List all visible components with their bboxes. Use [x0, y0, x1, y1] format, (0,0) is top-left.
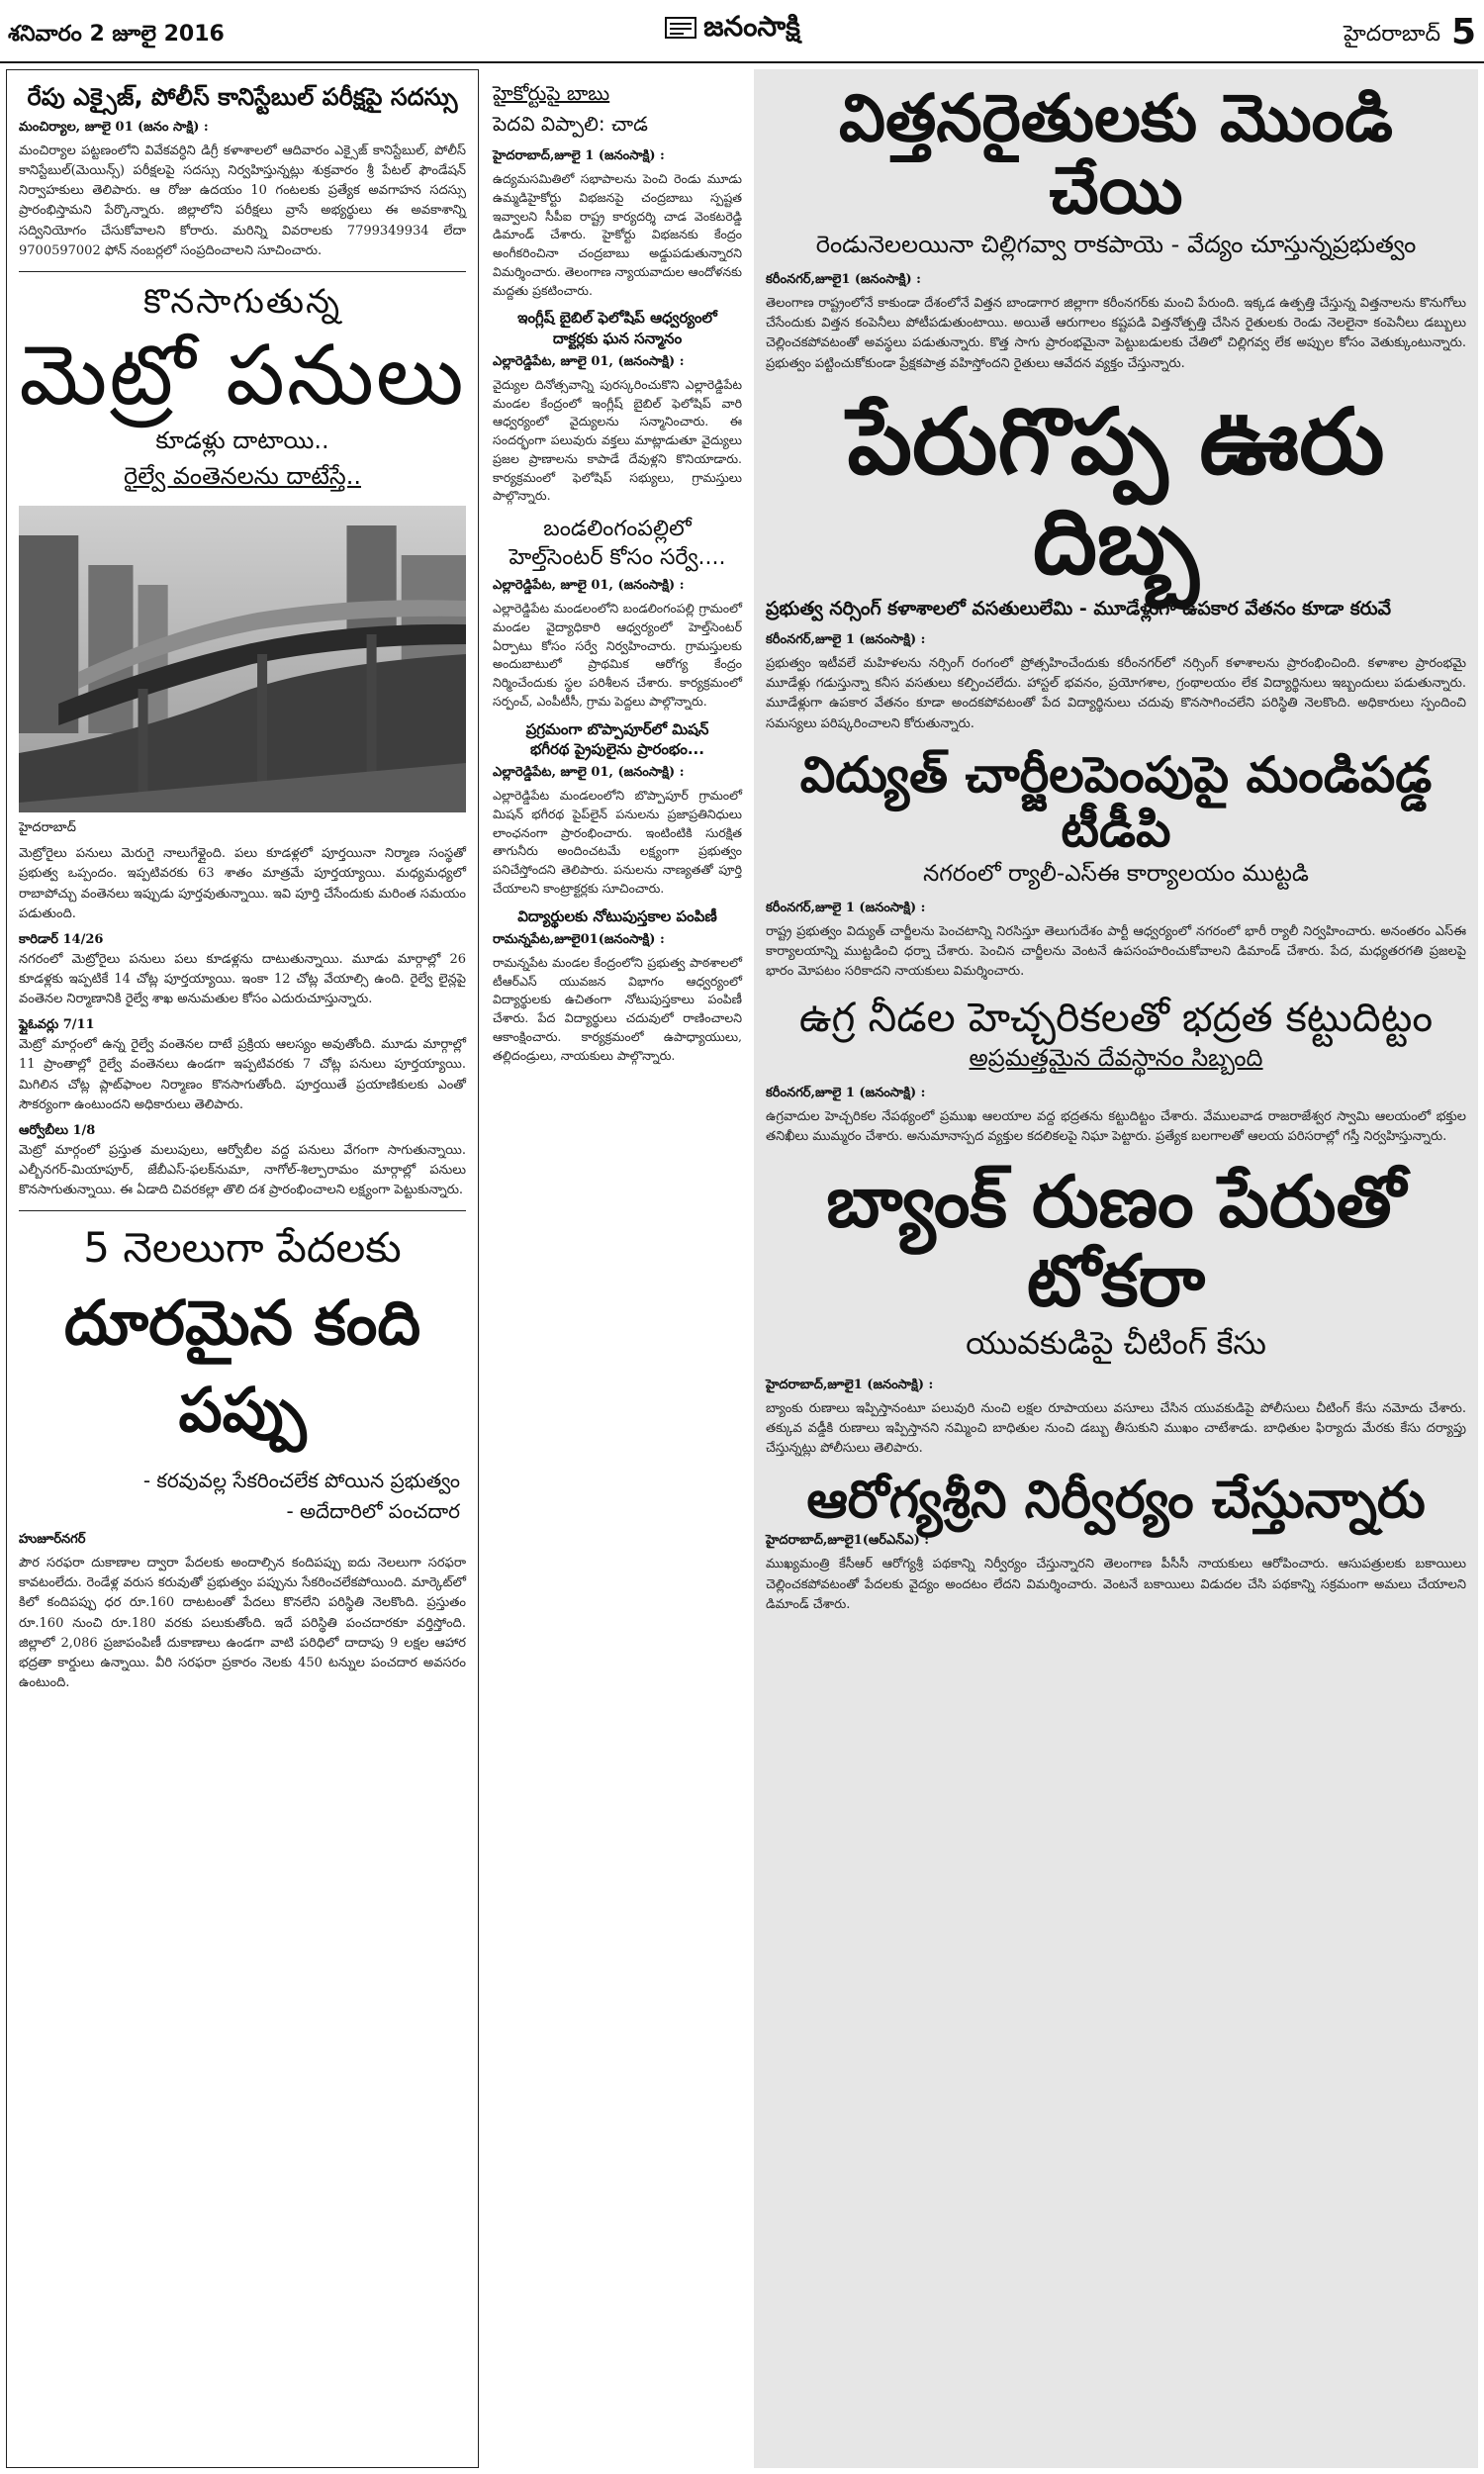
metro-subhead-2: ఫ్లైఓవర్లు 7/11	[19, 1017, 95, 1033]
issue-date: శనివారం 2 జూలై 2016	[8, 22, 225, 47]
masthead	[633, 10, 831, 49]
highcourt-body: ఉద్యమసమితిలో సభాపాలను పెంచి రెండు మూడు ఉమ్మడిహైకోర్టు విభజనపై చంద్రబాబు స్పష్టత ఇవ్వాలని సీపీఐ రాష్ట్ర కార్యదర్శి చాడ వెంకటరెడ్డి డిమాండ్‌ చేశారు. హైకోర్టు విభజనకు కేంద్రం అంగీకరించినా చంద్రబాబు అడ్డుపడుతున్నారని విమర్శించారు. తెలంగాణ న్యాయవాదుల ఆందోళనకు మద్దతు ప్రకటించారు.	[493, 171, 742, 298]
mission-bhagiratha-dateline: ఎల్లారెడ్డిపేట, జూలై 01, (జనంసాక్షి) :	[493, 765, 685, 781]
metro-rail-photo	[19, 506, 466, 812]
metro-subhead-3: ఆర్వోబీలు 1/8	[19, 1122, 96, 1138]
tdp-power-tariff-subhead: నగరంలో ర్యాలీ-ఎస్‌ఈ కార్యాలయం ముట్టడి	[923, 860, 1309, 887]
metro-caption: హైదరాబాద్‌	[19, 820, 76, 836]
dal-headline-line-1: 5 నెలలుగా పేదలకు	[83, 1223, 402, 1273]
metro-deck-1: కూడళ్లు దాటాయి..	[155, 427, 329, 455]
exam-seminar-body: మంచిర్యాల పట్టణంలోని వివేకవర్ధిని డిగ్రీ కళాశాలలో ఆదివారం ఎక్సైజ్‌ కానిస్టేబుల్‌, పోలీస్‌ కానిస్టేబుల్‌(మెయిన్స్‌) పరీక్షలపై సదస్సు నిర్వహిస్తున్నట్లు శుక్రవారం శ్రీ పేటల్‌ ఫౌండేషన్‌ నిర్వాహకులు తెలిపారు. ఆ రోజు ఉదయం 10 గంటలకు ప్రత్యేక అవగాహన సదస్సు ప్రారంభిస్తామని పేర్కొన్నారు. జిల్లాలోని పరీక్షలు వ్రాసే అభ్యర్థులు ఈ అవకాశాన్ని సద్వినియోగం చేసుకోవాలని కోరారు. మరిన్ని వివరాలకు 7799349934 లేదా 9700597002 ఫోన్‌ నంబర్లలో సంప్రదించాలని సూచించారు.	[19, 143, 466, 258]
metro-kicker: కొనసాగుతున్న	[142, 281, 342, 322]
edition-city: హైదరాబాద్	[1344, 22, 1440, 47]
highcourt-dateline: హైదరాబాద్‌,జూలై 1 (జనంసాక్షి) :	[493, 148, 665, 163]
security-alert-subhead: అప్రమత్తమైన దేవస్థానం సిబ్బంది	[969, 1044, 1263, 1073]
highcourt-headline-line-2: పెదవి విప్పాలి: చాడ	[493, 112, 648, 136]
tdp-power-tariff-dateline: కరీంనగర్‌,జూలై 1 (జనంసాక్షి) :	[766, 900, 926, 915]
seed-farmers-dateline: కరీంనగర్‌,జూలై1 (జనంసాక్షి) :	[766, 272, 921, 288]
right-column	[754, 69, 1478, 2468]
seed-farmers-body: తెలంగాణ రాష్ట్రంలోనే కాకుండా దేశంలోనే విత్తన బాండాగార జిల్లాగా కరీంనగర్‌కు మంచి పేరుంది. ఇక్కడ ఉత్పత్తి చేస్తున్న విత్తనాలను కొనుగోలు చేసేందుకు విత్తన కంపెనీలు పోటీపడుతుంటాయి. అయితే ఆరుగాలం కష్టపడి విత్తనోత్పత్తి చేసిన రైతులకు రెండు నెలలైనా కంపెనీలు డబ్బులు చెల్లించకపోవటంతో అవస్థలు పడుతున్నారు. కొత్త సాగు ప్రారంభమైనా పెట్టుబడులకు చేతిలో చిల్లిగవ్వ లేక అప్పుల కోసం వెతుక్కుంటున్నారు. ప్రభుత్వం పట్టించుకోకుండా ప్రేక్షకపాత్ర వహిస్తోందని రైతులు ఆవేదన వ్యక్తం చేస్తున్నారు.	[766, 296, 1466, 371]
bank-loan-fraud-dateline: హైదరాబాద్‌,జూలై1 (జనంసాక్షి) :	[766, 1377, 934, 1392]
metro-subhead-1: కారిడార్‌ 14/26	[19, 931, 104, 947]
page-number: 5	[1450, 12, 1476, 52]
tdp-power-tariff-body: రాష్ట్ర ప్రభుత్వం విద్యుత్‌ చార్జీలను పెంచటాన్ని నిరసిస్తూ తెలుగుదేశం పార్టీ ఆధ్వర్యంలో నగరంలో భారీ ర్యాలీ నిర్వహించారు. అనంతరం ఎస్‌ఈ కార్యాలయాన్ని ముట్టడించి ధర్నా చేశారు. పెంచిన చార్జీలను వెంటనే ఉపసంహరించుకోవాలని డిమాండ్‌ చేశారు. పేద, మధ్యతరగతి ప్రజలపై భారం మోపటం సరికాదని నాయకులు విమర్శించారు.	[766, 923, 1466, 979]
nursing-college-headline: పేరుగొప్ప ఊరు దిబ్బ	[847, 388, 1385, 595]
page-header	[0, 0, 1484, 63]
notebooks-body: రామన్నపేట మండల కేంద్రంలోని ప్రభుత్వ పాఠశాలలో టీఆర్‌ఎస్‌ యువజన విభాగం ఆధ్వర్యంలో విద్యార్థులకు ఉచితంగా నోటుపుస్తకాలు పంపిణీ చేశారు. పేద విద్యార్థులు చదువులో రాణించాలని ఆకాంక్షించారు. కార్యక్రమంలో ఉపాధ్యాయులు, తల్లిదండ్రులు, నాయకులు పాల్గొన్నారు.	[493, 954, 742, 1063]
health-center-headline	[493, 516, 742, 572]
dal-dateline: హుజూర్‌నగర్‌	[19, 1532, 86, 1548]
doctors-honor-body: వైద్యుల దినోత్సవాన్ని పురస్కరించుకొని ఎల్లారెడ్డిపేట మండల కేంద్రంలో ఇంగ్లీష్‌ బైబిల్‌ ఫెలోషిప్‌ వారి ఆధ్వర్యంలో వైద్యులను సన్మానించారు. ఈ సందర్భంగా పలువురు వక్తలు మాట్లాడుతూ వైద్యులు ప్రజల ప్రాణాలను కాపాడే దేవుళ్లని కొనియాడారు. కార్యక్రమంలో ఫెలోషిప్‌ సభ్యులు, గ్రామస్తులు పాల్గొన్నారు.	[493, 376, 742, 504]
doctors-honor-dateline: ఎల్లారెడ్డిపేట, జూలై 01, (జనంసాక్షి) :	[493, 353, 685, 369]
security-alert-headline: ఉగ్ర నీడల హెచ్చరికలతో భద్రత కట్టుదిట్టం	[798, 994, 1434, 1042]
bank-loan-fraud-headline: బ్యాంక్‌ రుణం పేరుతో టోకరా	[826, 1160, 1406, 1322]
divider	[19, 271, 466, 272]
exam-seminar-headline: రేపు ఎక్సైజ్‌, పోలీస్‌ కానిస్టేబుల్‌ పరీక్షపై సదస్సు	[27, 83, 458, 111]
exam-seminar-dateline: మంచిర్యాల, జూలై 01 (జనం సాక్షి) :	[19, 120, 209, 135]
metro-body-1: మెట్రోరైలు పనులు మెరుగై నాలుగేళ్లైంది. పలు కూడళ్లలో పూర్తయినా నిర్మాణ సంస్థతో ప్రభుత్వ ఒప్పందం. ఇప్పటివరకు 63 శాతం మాత్రమే పూర్తయ్యాయి. మధ్యమధ్యలో రాబాపోచ్చు వంతెనలు ఇప్పుడు పూర్తవుతున్నాయి. ఇవి పూర్తి చేసేందుకు మరింత సమయం పడుతుంది.	[19, 846, 466, 921]
dal-kicker-1: - కరవువల్ల సేకరించలేక పోయిన ప్రభుత్వం	[142, 1469, 460, 1493]
security-alert-body: ఉగ్రవాదుల హెచ్చరికల నేపథ్యంలో ప్రముఖ ఆలయాల వద్ద భద్రతను కట్టుదిట్టం చేశారు. వేములవాడ రాజరాజేశ్వర స్వామి ఆలయంలో భక్తుల తనిఖీలు ముమ్మరం చేశారు. అనుమానాస్పద వ్యక్తుల కదలికలపై నిఘా పెట్టారు. ప్రత్యేక బలగాలతో ఆలయ పరిసరాల్లో గస్తీ నిర్వహిస్తున్నారు.	[766, 1109, 1466, 1145]
metro-headline: మెట్రో పనులు	[19, 326, 466, 424]
health-center-body: ఎల్లారెడ్డిపేట మండలంలోని బండలింగంపల్లి గ్రామంలో మండల వైద్యాధికారి ఆధ్వర్యంలో హెల్త్‌సెంటర్‌ ఏర్పాటు కోసం సర్వే నిర్వహించారు. గ్రామస్తులకు అందుబాటులో ప్రాథమిక ఆరోగ్య కేంద్రం నిర్మించేందుకు స్థల పరిశీలన చేశారు. కార్యక్రమంలో సర్పంచ్‌, ఎంపీటీసీ, గ్రామ పెద్దలు పాల్గొన్నారు.	[493, 601, 742, 709]
health-center-dateline: ఎల్లారెడ్డిపేట, జూలై 01, (జనంసాక్షి) :	[493, 578, 685, 594]
metro-body-2: నగరంలో మెట్రోరైలు పనులు పలు కూడళ్లను దాటుతున్నాయి. మూడు మార్గాల్లో 26 కూడళ్లకు ఇప్పటికే 14 చోట్ల పూర్తయ్యాయి. ఇంకా 12 చోట్ల వేయాల్సి ఉంది. రైల్వే లైన్లపై వంతెనల నిర్మాణానికి రైల్వే శాఖ అనుమతుల కోసం ఎదురుచూస్తున్నారు.	[19, 951, 466, 1007]
seed-farmers-subhead: రెండునెలలయినా చిల్లిగవ్వా రాకపాయె - వేద్యం చూస్తున్నప్రభుత్వం	[815, 231, 1417, 259]
dal-kicker-2: - అదేదారిలో పంచదార	[286, 1499, 460, 1524]
mission-bhagiratha-headline-line-2: భగీరథ ప్రైపులైను ప్రారంభం...	[530, 739, 704, 758]
mission-bhagiratha-body: ఎల్లారెడ్డిపేట మండలంలోని బొప్పాపూర్‌ గ్రామంలో మిషన్‌ భగీరథ పైప్‌లైన్‌ పనులను ప్రజాప్రతినిధులు లాంఛనంగా ప్రారంభించారు. ఇంటింటికి సురక్షిత తాగునీరు అందించటమే లక్ష్యంగా ప్రభుత్వం పనిచేస్తోందని తెలిపారు. పనులను నాణ్యతతో పూర్తి చేయాలని కాంట్రాక్టర్లకు సూచించారు.	[493, 788, 742, 896]
metro-body-3: మెట్రో మార్గంలో ఉన్న రైల్వే వంతెనల దాటే ప్రక్రియ ఆలస్యం అవుతోంది. మూడు మార్గాల్లో 11 ప్రాంతాల్లో రైల్వే వంతెనలు ఉండగా ఇప్పటివరకు 7 చోట్ల పనులు పూర్తయ్యాయి. మిగిలిన చోట్ల ప్లాట్‌ఫాంల నిర్మాణం కొనసాగుతోంది. పూర్తయితే ప్రయాణికులకు ఎంతో సౌకర్యంగా ఉంటుందని అధికారులు తెలిపారు.	[19, 1037, 466, 1112]
dal-headline-line-2: దూరమైన కంది పప్పు	[63, 1286, 421, 1447]
highcourt-headline-line-1: హైకోర్టుపై బాబు	[493, 81, 610, 105]
newspaper-logo-icon	[664, 14, 697, 42]
nursing-college-subhead: ప్రభుత్వ నర్సింగ్‌ కళాశాలలో వసతులులేమి - మూడేళ్లుగా ఉపకార వేతనం కూడా కరువే	[766, 598, 1392, 620]
health-center-headline-line-2: హెల్త్‌సెంటర్‌ కోసం సర్వే....	[509, 544, 726, 570]
notebooks-dateline: రామన్నపేట,జూలై01(జనంసాక్షి) :	[493, 931, 665, 947]
bank-loan-fraud-body: బ్యాంకు రుణాలు ఇప్పిస్తానంటూ పలువురి నుంచి లక్షల రూపాయలు వసూలు చేసిన యువకుడిపై పోలీసులు చీటింగ్‌ కేసు నమోదు చేశారు. తక్కువ వడ్డీకి రుణాలు ఇప్పిస్తానని నమ్మించి బాధితుల నుంచి డబ్బు తీసుకుని ముఖం చాటేశాడు. బాధితుల ఫిర్యాదు మేరకు కేసు దర్యాప్తు చేస్తున్నట్లు పోలీసులు తెలిపారు.	[766, 1400, 1466, 1457]
nursing-college-body: ప్రభుత్వం ఇటీవలే మహిళలను నర్సింగ్‌ రంగంలో ప్రోత్సహించేందుకు కరీంనగర్‌లో నర్సింగ్‌ కళాశాలను ప్రారంభించింది. కళాశాల ప్రారంభమై మూడేళ్లు గడుస్తున్నా కనీస వసతులు కల్పించలేదు. హాస్టల్‌ భవనం, ప్రయోగశాల, గ్రంథాలయం లేక విద్యార్థినులు ఇబ్బందులు పడుతున్నారు. మూడేళ్లుగా ఉపకార వేతనం కూడా అందకపోవటంతో పేద విద్యార్థినులు చదువు కొనసాగించలేని పరిస్థితి నెలకొంది. అధికారులు స్పందించి సమస్యలు పరిష్కరించాలని కోరుతున్నారు.	[766, 656, 1466, 731]
divider	[19, 1210, 466, 1211]
mission-bhagiratha-headline-line-1: ప్రగ్రమంగా బొప్పాపూర్‌లో మిషన్‌	[525, 719, 709, 738]
health-center-headline-line-1: బండలింగంపల్లిలో	[543, 517, 692, 541]
aarogyasri-dateline: హైదరాబాద్‌,జూలై1(ఆర్‌ఎన్‌ఎ) :	[766, 1533, 930, 1549]
security-alert-dateline: కరీంనగర్‌,జూలై 1 (జనంసాక్షి) :	[766, 1086, 926, 1101]
metro-body-4: మెట్రో మార్గంలో ప్రస్తుత మలుపులు, ఆర్వోబీల వద్ద పనులు వేగంగా సాగుతున్నాయి. ఎల్బీనగర్‌-మియాపూర్‌, జేబీఎస్‌-ఫలక్‌నుమా, నాగోల్‌-శిల్పారామం మార్గాల్లో పనులు కొనసాగుతున్నాయి. ఈ ఏడాది చివరకల్లా తొలి దశ ప్రారంభించాలని లక్ష్యంగా పెట్టుకున్నారు.	[19, 1142, 466, 1198]
aarogyasri-body: ముఖ్యమంత్రి కేసీఆర్‌ ఆరోగ్యశ్రీ పథకాన్ని నిర్వీర్యం చేస్తున్నారని తెలంగాణ పీసీసీ నాయకులు ఆరోపించారు. ఆసుపత్రులకు బకాయిలు చెల్లించకపోవటంతో పేదలకు వైద్యం అందటం లేదని విమర్శించారు. వెంటనే బకాయిలు విడుదల చేసి పథకాన్ని సక్రమంగా అమలు చేయాలని డిమాండ్‌ చేశారు.	[766, 1557, 1466, 1612]
dal-body: పౌర సరఫరా దుకాణాల ద్వారా పేదలకు అందాల్సిన కందిపప్పు ఐదు నెలలుగా సరఫరా కావటంలేదు. రెండేళ్ల వరుస కరువుతో ప్రభుత్వం పప్పును సేకరించలేకపోయింది. మార్కెట్‌లో కిలో కందిపప్పు ధర రూ.160 దాటటంతో పేదలు కొనలేని పరిస్థితి నెలకొంది. ప్రస్తుతం రూ.160 నుంచి రూ.180 వరకు పలుకుతోంది. ఇదే పరిస్థితి పంచదారకూ వర్తిస్తోంది. జిల్లాలో 2,086 ప్రజాపంపిణీ దుకాణాలు ఉండగా వాటి పరిధిలో దాదాపు 9 లక్షల ఆహార భద్రతా కార్డులు ఉన్నాయి. వీరి సరఫరా ప్రకారం నెలకు 450 టన్నుల పంచదార అవసరం ఉంటుంది.	[19, 1556, 466, 1691]
middle-column	[489, 69, 746, 2468]
doctors-honor-headline: ఇంగ్లీష్‌ బైబిల్‌ ఫెలోషిప్‌ ఆధ్వర్యంలో దాక్టర్లకు ఘన సన్మానం	[517, 309, 717, 347]
masthead-title: జనంసాక్షి	[703, 10, 800, 43]
bank-loan-fraud-subhead: యువకుడిపై చీటింగ్‌ కేసు	[966, 1323, 1266, 1362]
seed-farmers-headline: విత్తనరైతులకు మొండి చేయి	[839, 80, 1393, 229]
nursing-college-dateline: కరీంనగర్‌,జూలై 1 (జనంసాక్షి) :	[766, 632, 926, 648]
tdp-power-tariff-headline: విద్యుత్‌ చార్జీలపెంపుపై మండిపడ్డ టీడీపి	[799, 745, 1433, 858]
mission-bhagiratha-headline	[493, 719, 742, 760]
metro-deck-2: రైల్వే వంతెనలను దాటేస్తే..	[123, 462, 361, 491]
aarogyasri-headline: ఆరోగ్యశ్రీని నిర్వీర్యం చేస్తున్నారు	[806, 1471, 1426, 1531]
notebooks-headline: విద్యార్థులకు నోటుపుస్తకాల పంపిణీ	[517, 906, 717, 925]
left-column	[6, 69, 479, 2468]
